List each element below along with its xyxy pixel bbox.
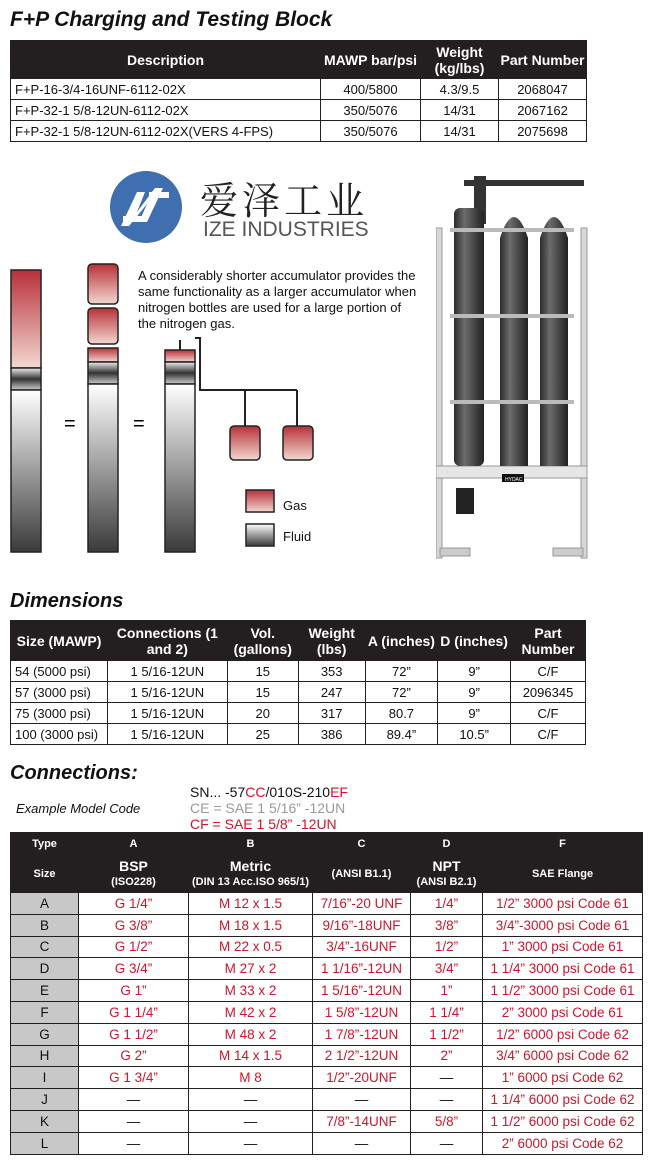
table-cell: 1 1/16”-12UN [313, 958, 411, 980]
table-row [11, 121, 587, 142]
table-cell: 3/4” 6000 psi Code 62 [483, 1045, 643, 1067]
size-cell: A [11, 893, 79, 915]
logo-english-text: IZE INDUSTRIES [203, 218, 369, 241]
table-cell: 54 (5000 psi) [11, 661, 108, 682]
table-header: Part Number [511, 621, 586, 661]
table-cell: 1 5/16-12UN [108, 682, 228, 703]
table-cell: F+P-32-1 5/8-12UN-6112-02X [11, 100, 321, 121]
table-cell: 3/4”-16UNF [313, 936, 411, 958]
table-cell: 3/4”-3000 psi Code 61 [483, 914, 643, 936]
table-cell: G 1” [79, 980, 189, 1002]
type-code-c: C [313, 833, 411, 855]
table-cell: 15 [227, 682, 298, 703]
size-cell: E [11, 980, 79, 1002]
table-cell: G 1/4” [79, 893, 189, 915]
table-cell: 1” [411, 980, 483, 1002]
table-cell: — [313, 1132, 411, 1154]
table-cell: 1 5/16-12UN [108, 661, 228, 682]
table-cell: 350/5076 [321, 100, 421, 121]
table-cell: 1/4” [411, 893, 483, 915]
table-cell: — [411, 1089, 483, 1111]
table-header: Connections (1 and 2) [108, 621, 228, 661]
size-cell: L [11, 1132, 79, 1154]
nitrogen-bottle-rack-image [436, 168, 596, 576]
header-sub: (ANSI B2.1) [416, 875, 477, 888]
table-cell: 1/2” 3000 psi Code 61 [483, 893, 643, 915]
ize-logo-icon [107, 168, 185, 246]
table-header: Size (MAWP) [11, 621, 108, 661]
table-cell: 3/8” [411, 914, 483, 936]
table-cell: M 22 x 0.5 [189, 936, 313, 958]
table-cell: 9” [438, 661, 511, 682]
page-title: F+P Charging and Testing Block [10, 8, 333, 31]
table-cell: 2” 3000 psi Code 61 [483, 1001, 643, 1023]
table-cell: — [189, 1089, 313, 1111]
table-cell: 14/31 [421, 100, 499, 121]
table-cell: 1/2” 6000 psi Code 62 [483, 1023, 643, 1045]
table-cell: 2067162 [499, 100, 587, 121]
connection-header [189, 855, 313, 893]
table-cell: 20 [227, 703, 298, 724]
dimensions-table [10, 620, 586, 745]
size-cell: H [11, 1045, 79, 1067]
table-row [11, 1067, 643, 1089]
header-main: BSP [119, 857, 148, 874]
table-cell: 3/4” [411, 958, 483, 980]
table-cell: — [411, 1067, 483, 1089]
table-row [11, 100, 587, 121]
size-cell: K [11, 1110, 79, 1132]
legend-fluid: Fluid [283, 529, 312, 544]
model-code-sn: SN... -57CC/010S-210EF [190, 784, 348, 800]
legend-gas: Gas [283, 498, 307, 513]
size-cell: C [11, 936, 79, 958]
table-cell: 80.7 [365, 703, 438, 724]
table-cell: — [79, 1089, 189, 1111]
table-cell: 2” [411, 1045, 483, 1067]
table-cell: M 8 [189, 1067, 313, 1089]
table-row [11, 1023, 643, 1045]
table-row [11, 958, 643, 980]
table-cell: 1 7/8”-12UN [313, 1023, 411, 1045]
table-row [11, 980, 643, 1002]
header-main: NPT [432, 857, 461, 874]
model-code-label: Example Model Code [16, 801, 141, 816]
table-cell: G 3/8” [79, 914, 189, 936]
table-cell: 2096345 [511, 682, 586, 703]
table-cell: 89.4” [365, 724, 438, 745]
table-cell: 7/16”-20 UNF [313, 893, 411, 915]
table-row [11, 1001, 643, 1023]
header-main: Metric [229, 857, 272, 874]
svg-text:=: = [64, 413, 76, 435]
table-row [11, 682, 586, 703]
model-code-ce: CE = SAE 1 5/16” -12UN [190, 800, 346, 816]
table-cell: G 1 3/4” [79, 1067, 189, 1089]
table-cell: — [79, 1132, 189, 1154]
table-cell: 353 [298, 661, 365, 682]
table-cell: 1/2”-20UNF [313, 1067, 411, 1089]
table-cell: 100 (3000 psi) [11, 724, 108, 745]
size-cell: G [11, 1023, 79, 1045]
col-type: Type [11, 833, 79, 855]
table-cell: 2075698 [499, 121, 587, 142]
table-cell: 72” [365, 661, 438, 682]
table-cell: 2” 6000 psi Code 62 [483, 1132, 643, 1154]
type-code-b: B [189, 833, 313, 855]
connection-header [79, 855, 189, 893]
table-row [11, 936, 643, 958]
header-sub: (DIN 13 Acc.ISO 965/1) [192, 875, 309, 888]
table-cell: F+P-16-3/4-16UNF-6112-02X [11, 79, 321, 100]
table-row [11, 724, 586, 745]
table-header: Weight (lbs) [298, 621, 365, 661]
type-code-f: F [483, 833, 643, 855]
table-cell: 15 [227, 661, 298, 682]
table-cell: C/F [511, 661, 586, 682]
table-cell: C/F [511, 703, 586, 724]
table-cell: 317 [298, 703, 365, 724]
connection-header [483, 855, 643, 893]
table-cell: 2068047 [499, 79, 587, 100]
table-cell: 1” 3000 psi Code 61 [483, 936, 643, 958]
table-cell: 1 5/8”-12UN [313, 1001, 411, 1023]
table-cell: M 18 x 1.5 [189, 914, 313, 936]
col-description: Description [11, 41, 321, 79]
table-cell: 9” [438, 682, 511, 703]
col-part-number: Part Number [499, 41, 587, 79]
table-cell: 9/16”-18UNF [313, 914, 411, 936]
table-cell: G 1/2” [79, 936, 189, 958]
table-cell: 1/2” [411, 936, 483, 958]
table-cell: 1” 6000 psi Code 62 [483, 1067, 643, 1089]
col-mawp: MAWP bar/psi [321, 41, 421, 79]
size-cell: D [11, 958, 79, 980]
table-cell: — [411, 1132, 483, 1154]
table-cell: 1 1/2” [411, 1023, 483, 1045]
table-cell: 1 1/2” 6000 psi Code 62 [483, 1110, 643, 1132]
size-cell: F [11, 1001, 79, 1023]
table-cell: 1 5/16-12UN [108, 724, 228, 745]
table-cell: 14/31 [421, 121, 499, 142]
table-cell: 9” [438, 703, 511, 724]
model-code-cf: CF = SAE 1 5/8” -12UN [190, 816, 337, 832]
charging-table [10, 40, 587, 142]
table-cell: 1 5/16”-12UN [313, 980, 411, 1002]
table-cell: 1 5/16-12UN [108, 703, 228, 724]
table-row [11, 79, 587, 100]
table-cell: 1 1/2” 3000 psi Code 61 [483, 980, 643, 1002]
connections-title: Connections: [10, 762, 138, 784]
header-sub: SAE Flange [531, 867, 594, 880]
table-row [11, 1110, 643, 1132]
table-cell: 10.5” [438, 724, 511, 745]
table-cell: F+P-32-1 5/8-12UN-6112-02X(VERS 4-FPS) [11, 121, 321, 142]
connection-header [313, 855, 411, 893]
table-cell: 7/8”-14UNF [313, 1110, 411, 1132]
table-cell: — [189, 1132, 313, 1154]
table-row [11, 1089, 643, 1111]
connections-table [10, 832, 643, 1155]
dimensions-title: Dimensions [10, 590, 124, 612]
table-cell: M 42 x 2 [189, 1001, 313, 1023]
col-weight: Weight (kg/lbs) [421, 41, 499, 79]
table-cell: 386 [298, 724, 365, 745]
table-cell: 5/8” [411, 1110, 483, 1132]
table-cell: — [189, 1110, 313, 1132]
table-cell: G 1 1/4” [79, 1001, 189, 1023]
col-size: Size [11, 855, 79, 893]
table-cell: M 12 x 1.5 [189, 893, 313, 915]
table-header: A (inches) [365, 621, 438, 661]
table-row [11, 914, 643, 936]
type-code-d: D [411, 833, 483, 855]
svg-text:=: = [133, 413, 145, 435]
table-cell: M 33 x 2 [189, 980, 313, 1002]
table-cell: 4.3/9.5 [421, 79, 499, 100]
table-cell: 25 [227, 724, 298, 745]
header-sub: (ISO228) [111, 875, 156, 888]
table-row [11, 703, 586, 724]
table-cell: 2 1/2”-12UN [313, 1045, 411, 1067]
table-cell: 72” [365, 682, 438, 703]
table-cell: 75 (3000 psi) [11, 703, 108, 724]
table-cell: 1 1/4” 3000 psi Code 61 [483, 958, 643, 980]
svg-text:HYDAC: HYDAC [505, 477, 523, 483]
table-cell: M 14 x 1.5 [189, 1045, 313, 1067]
table-cell: M 48 x 2 [189, 1023, 313, 1045]
table-cell: G 3/4” [79, 958, 189, 980]
logo-chinese-text: 爱泽工业 [200, 179, 369, 223]
table-cell: G 2” [79, 1045, 189, 1067]
type-code-a: A [79, 833, 189, 855]
table-row [11, 893, 643, 915]
table-cell: 400/5800 [321, 79, 421, 100]
size-cell: B [11, 914, 79, 936]
table-cell: G 1 1/2” [79, 1023, 189, 1045]
table-row [11, 1045, 643, 1067]
table-cell: 350/5076 [321, 121, 421, 142]
table-cell: 1 1/4” 6000 psi Code 62 [483, 1089, 643, 1111]
table-cell: M 27 x 2 [189, 958, 313, 980]
table-header: D (inches) [438, 621, 511, 661]
size-cell: I [11, 1067, 79, 1089]
table-header: Vol. (gallons) [227, 621, 298, 661]
table-cell: — [313, 1089, 411, 1111]
table-cell: 57 (3000 psi) [11, 682, 108, 703]
accumulator-note: A considerably shorter accumulator provides the same functionality as a larger accumulator when nitrogen bottles are used for a large portion of the nitrogen gas. [138, 268, 417, 331]
connection-header [411, 855, 483, 893]
table-row [11, 661, 586, 682]
header-sub: (ANSI B1.1) [331, 867, 392, 880]
table-cell: 1 1/4” [411, 1001, 483, 1023]
size-cell: J [11, 1089, 79, 1111]
table-cell: C/F [511, 724, 586, 745]
table-cell: — [79, 1110, 189, 1132]
table-row [11, 1132, 643, 1154]
table-cell: 247 [298, 682, 365, 703]
